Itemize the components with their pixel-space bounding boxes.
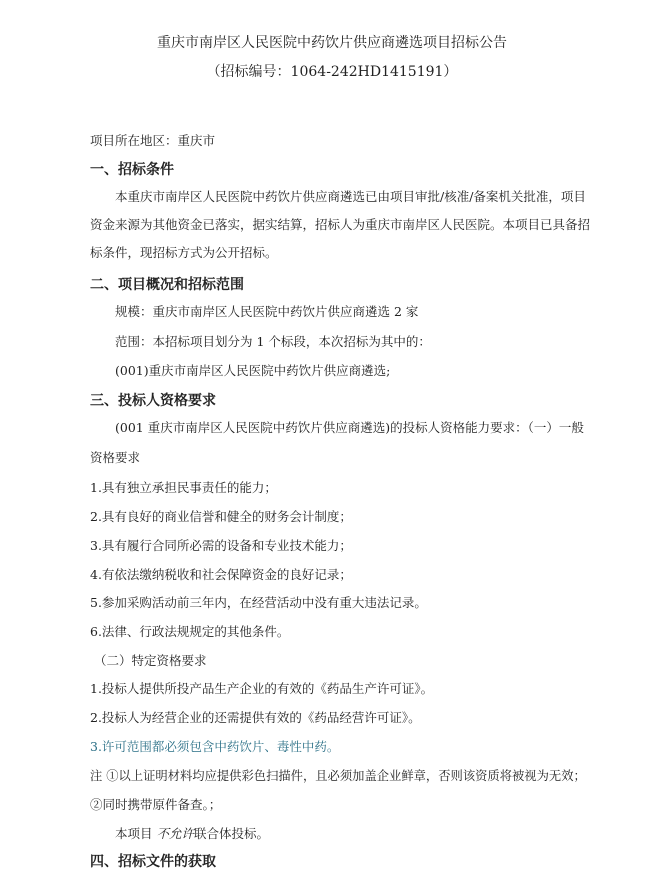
consortium-suffix: 联合体投标。 (194, 826, 270, 841)
general-requirement: 2.具有良好的商业信誉和健全的财务会计制度； (90, 509, 352, 524)
section-2-heading: 二、项目概况和招标范围 (90, 277, 244, 293)
note-line: ②同时携带原件备查。； (90, 797, 222, 812)
lot-line: (001)重庆市南岸区人民医院中药饮片供应商遴选; (115, 363, 391, 378)
general-requirement: 6.法律、行政法规规定的其他条件。 (90, 624, 290, 639)
section-1-heading: 一、招标条件 (90, 162, 174, 178)
scale-line: 规模：重庆市南岸区人民医院中药饮片供应商遴选 2 家 (115, 304, 419, 319)
section-1-line: 本重庆市南岸区人民医院中药饮片供应商遴选已由项目审批/核准/备案机关批准，项目 (115, 189, 586, 204)
consortium-not-allowed: 不允许 (156, 826, 194, 841)
qualification-intro: (001 重庆市南岸区人民医院中药饮片供应商遴选)的投标人资格能力要求：（一）一般 (115, 420, 584, 435)
section-1-line: 资金来源为其他资金已落实，据实结算，招标人为重庆市南岸区人民医院。本项目已具备招 (90, 217, 591, 232)
general-requirement: 3.具有履行合同所必需的设备和专业技术能力； (90, 538, 352, 553)
section-4-heading: 四、招标文件的获取 (90, 854, 216, 870)
general-requirement: 4.有依法缴纳税收和社会保障资金的良好记录； (90, 567, 352, 582)
specific-heading: （二）特定资格要求 (94, 653, 207, 668)
qualification-intro: 资格要求 (90, 450, 141, 465)
specific-requirement: 2.投标人为经营企业的还需提供有效的《药品经营许可证》。 (90, 710, 421, 725)
section-3-heading: 三、投标人资格要求 (90, 393, 216, 409)
specific-requirement: 1.投标人提供所投产品生产企业的有效的《药品生产许可证》。 (90, 681, 434, 696)
section-1-line: 标条件，现招标方式为公开招标。 (90, 245, 278, 260)
scope-line: 范围：本招标项目划分为 1 个标段，本次招标为其中的： (115, 334, 431, 349)
consortium-line (115, 825, 269, 843)
general-requirement: 5.参加采购活动前三年内，在经营活动中没有重大违法记录。 (90, 595, 427, 610)
notice-title: 重庆市南岸区人民医院中药饮片供应商遴选项目招标公告 (157, 35, 507, 51)
specific-requirement: 3.许可范围都必须包含中药饮片、毒性中药。 (90, 739, 340, 754)
general-requirement: 1.具有独立承担民事责任的能力； (90, 480, 277, 495)
note-line: 注 ①以上证明材料均应提供彩色扫描件，且必须加盖企业鲜章，否则该资质将被视为无效； (90, 769, 586, 783)
bid-number: （招标编号：1064-242HD1415191） (206, 64, 458, 80)
consortium-prefix: 本项目 (115, 826, 157, 841)
project-region: 项目所在地区：重庆市 (90, 133, 216, 148)
